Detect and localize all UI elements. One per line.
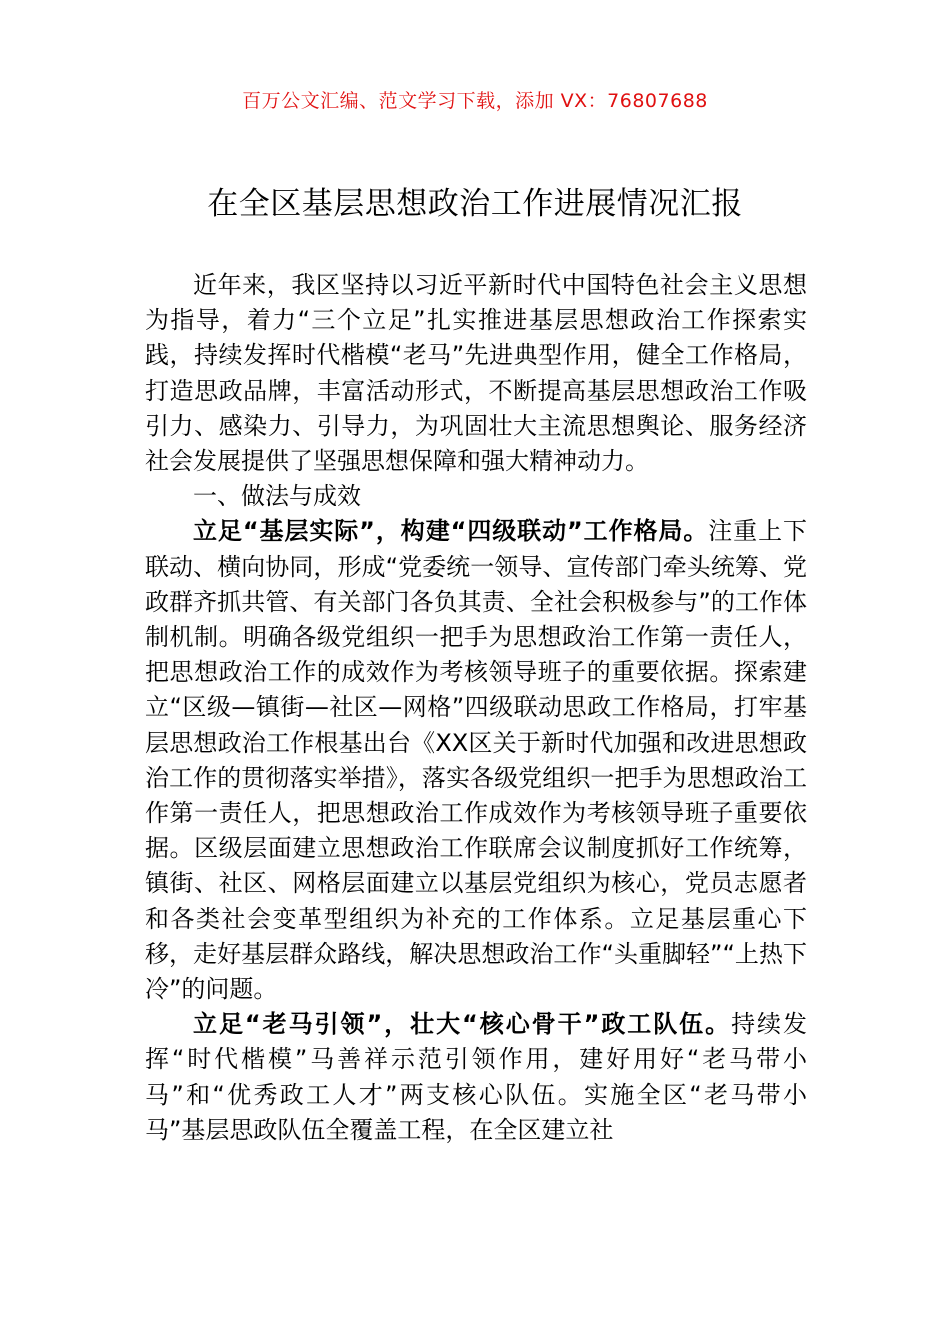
paragraph-basic-reality xyxy=(145,514,807,1007)
section-heading: 一、做法与成效 xyxy=(193,482,361,511)
paragraph-laoma-leading xyxy=(145,1007,807,1148)
intro-paragraph: 近年来，我区坚持以习近平新时代中国特色社会主义思想为指导，着力“三个立足”扎实推进基层思想政治工作探索实践，持续发挥时代楷模“老马”先进典型作用，健全工作格局，打造思政品牌，丰富活动形式，不断提高基层思想政治工作吸引力、感染力、引导力，为巩固壮大主流思想舆论、服务经济社会发展提供了坚强思想保障和强大精神动力。 xyxy=(145,271,807,476)
paragraph-lead-laoma-leading: 立足“老马引领”，壮大“核心骨干”政工队伍。 xyxy=(193,1010,732,1039)
paragraph-lead-basic-reality: 立足“基层实际”，构建“四级联动”工作格局。 xyxy=(193,517,709,546)
paragraph-body-basic-reality: 注重上下联动、横向协同，形成“党委统一领导、宣传部门牵头统筹、党政群齐抓共管、有关部门各负其责、全社会积极参与”的工作体制机制。明确各级党组织一把手为思想政治工作第一责任人，把思想政治工作的成效作为考核领导班子的重要依据。探索建立“区级—镇街—社区—网格”四级联动思政工作格局，打牢基层思想政治工作根基出台《XX区关于新时代加强和改进思想政治工作的贯彻落实举措》，落实各级党组织一把手为思想政治工作第一责任人，把思想政治工作成效作为考核领导班子重要依据。区级层面建立思想政治工作联席会议制度抓好工作统筹，镇街、社区、网格层面建立以基层党组织为核心，党员志愿者和各类社会变革型组织为补充的工作体系。立足基层重心下移，走好基层群众路线，解决思想政治工作“头重脚轻”“上热下冷”的问题。 xyxy=(145,517,807,1004)
watermark-contact-note: 百万公文汇编、范文学习下载，添加 VX：76807688 xyxy=(242,90,708,112)
document-body xyxy=(145,268,807,1148)
paragraph-body-laoma-leading: 持续发挥“时代楷模”马善祥示范引领作用，建好用好“老马带小马”和“优秀政工人才”两支核心队伍。实施全区“老马带小马”基层思政队伍全覆盖工程，在全区建立社 xyxy=(145,1010,808,1144)
document-title: 在全区基层思想政治工作进展情况汇报 xyxy=(207,186,743,222)
